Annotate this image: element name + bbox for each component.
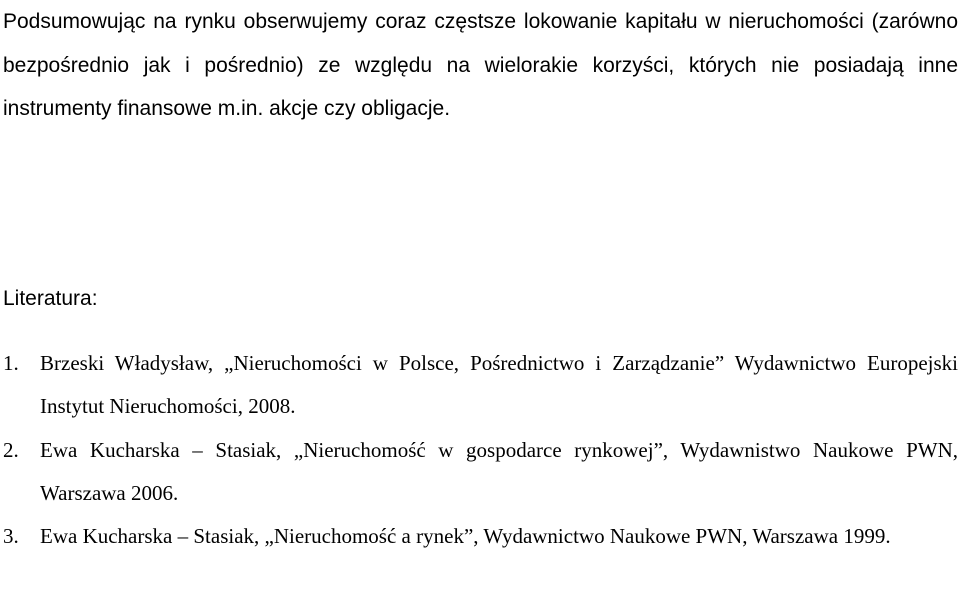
reference-text: Ewa Kucharska – Stasiak, „Nieruchomość a rynek”, Wydawnictwo Naukowe PWN, Warszawa 1999. — [40, 524, 891, 549]
reference-text: Brzeski Władysław, „Nieruchomości w Polsce, Pośrednictwo i Zarządzanie” Wydawnictwo Europejski Instytut Nieruchomości, 2008. — [40, 351, 958, 419]
summary-paragraph: Podsumowując na rynku obserwujemy coraz częstsze lokowanie kapitału w nieruchomości (zarówno bezpośrednio jak i pośrednio) ze względu na wielorakie korzyści, których nie posiadają inne instrumenty finansowe m.in. akcje czy obligacje. — [3, 10, 958, 120]
reference-list — [3, 342, 958, 558]
reference-item — [3, 515, 958, 558]
reference-number: 3. — [3, 524, 19, 549]
reference-text: Ewa Kucharska – Stasiak, „Nieruchomość w gospodarce rynkowej”, Wydawnistwo Naukowe PWN, Warszawa 2006. — [40, 437, 958, 505]
literature-heading: Literatura: — [3, 287, 98, 310]
reference-item — [3, 429, 958, 516]
reference-number: 1. — [3, 351, 19, 375]
reference-number: 2. — [3, 437, 19, 462]
reference-item — [3, 342, 958, 429]
